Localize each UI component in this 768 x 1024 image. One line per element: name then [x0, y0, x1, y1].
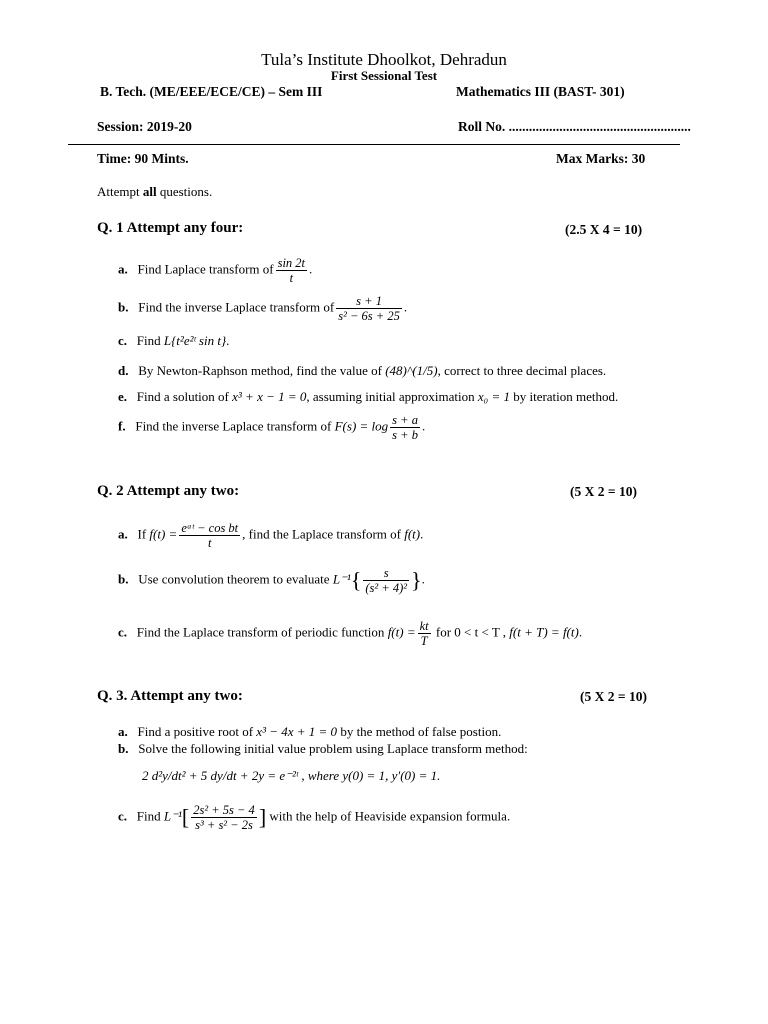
q2-a-letter: a.: [118, 526, 128, 542]
q2-a-pre: If: [137, 526, 147, 542]
q1-d-end: , correct to three decimal places.: [437, 363, 607, 378]
q1-e-text: Find a solution of: [136, 389, 229, 404]
instruction-emphasis: all: [142, 184, 157, 199]
q1-a-num: sin 2t: [277, 256, 306, 270]
q1-f-expr: F(s) = log: [334, 418, 389, 434]
q2-c-rel: f(t + T) = f(t): [509, 624, 579, 640]
q3-b-equation: [142, 768, 440, 784]
q1-f-letter: f.: [118, 418, 126, 434]
q1-e-letter: e.: [118, 389, 128, 404]
q3-a: [118, 724, 501, 740]
q2-a-den: t: [208, 536, 212, 550]
q1-a-text: Find Laplace transform of: [137, 261, 274, 277]
q2-b-brace-close: }: [411, 567, 422, 593]
subject-info: Mathematics III (BAST- 301): [456, 84, 625, 99]
q1-c-expr: L{t²e²ᵗ sin t}: [163, 333, 227, 348]
q2-title: Q. 2 Attempt any two:: [97, 483, 240, 499]
q2-a-num: eᵃᵗ − cos bt: [181, 521, 239, 535]
q2-b-brace-open: {: [350, 567, 362, 593]
q2-b: [118, 566, 425, 595]
q1-e-end: by iteration method.: [513, 389, 619, 404]
roll-number-field: Roll No. ......................................................: [458, 119, 691, 134]
q2-a-end: .: [420, 526, 424, 542]
q1-d: [118, 363, 606, 379]
time-info: Time: 90 Mints.: [97, 151, 189, 166]
q3-c-num: 2s² + 5s − 4: [193, 803, 255, 817]
q3-b-eq: 2 d²y/dt² + 5 dy/dt + 2y = e⁻²ᵗ: [142, 768, 299, 783]
q1-a-den: t: [289, 271, 294, 285]
divider-line: [68, 144, 680, 145]
q2-b-den: (s² + 4)²: [365, 581, 408, 595]
q2-marks: (5 X 2 = 10): [570, 484, 637, 499]
q2-c-cond: for 0 < t < T ,: [435, 624, 507, 640]
q3-c-end: with the help of Heaviside expansion formula.: [269, 808, 511, 824]
q1-d-expr: (48)^(1/5): [385, 363, 438, 378]
q1-c-letter: c.: [118, 333, 128, 348]
q1-marks: (2.5 X 4 = 10): [565, 222, 643, 237]
q3-b: [118, 741, 528, 757]
q3-c-bracket-open: [: [181, 804, 190, 830]
q2-c-fraction: [418, 619, 431, 648]
q2-b-op: L⁻¹: [332, 571, 351, 587]
q3-c-op: L⁻¹: [163, 808, 182, 824]
q1-f-fraction: [390, 413, 420, 442]
q1-d-letter: d.: [118, 363, 129, 378]
q1-e-expr: x³ + x − 1 = 0: [232, 389, 307, 404]
q1-a-fraction: [276, 256, 307, 285]
q1-d-text: By Newton-Raphson method, find the value of: [138, 363, 382, 378]
q3-c-den: s³ + s² − 2s: [195, 818, 253, 832]
q1-c: [118, 333, 229, 349]
q3-a-letter: a.: [118, 724, 128, 739]
q2-a-lhs: f(t) =: [149, 526, 178, 542]
q1-f: [118, 413, 425, 442]
q1-b-text: Find the inverse Laplace transform of: [138, 299, 335, 315]
q2-a: [118, 521, 423, 550]
q3-title: Q. 3. Attempt any two:: [97, 688, 243, 704]
q1-e-mid: , assuming initial approximation: [306, 389, 475, 404]
q2-c: [118, 619, 582, 648]
test-name: First Sessional Test: [330, 68, 438, 83]
q2-c-text: Find the Laplace transform of periodic function: [136, 624, 385, 640]
q1-f-den: s + b: [392, 428, 418, 442]
instruction-text-end: questions.: [156, 184, 213, 199]
q1-b: [118, 294, 407, 323]
instruction-text: Attempt: [97, 184, 143, 199]
q2-b-end: .: [421, 571, 425, 587]
q3-c-bracket-close: ]: [258, 804, 267, 830]
q2-c-letter: c.: [118, 624, 128, 640]
q3-b-text: Solve the following initial value problem using Laplace transform method:: [138, 741, 528, 756]
q1-b-letter: b.: [118, 299, 129, 315]
q2-b-letter: b.: [118, 571, 129, 587]
q1-b-num: s + 1: [336, 294, 402, 309]
course-info: B. Tech. (ME/EEE/ECE/CE) – Sem III: [100, 84, 323, 99]
q3-c-letter: c.: [118, 808, 128, 824]
q1-title: Q. 1 Attempt any four:: [97, 220, 244, 236]
q2-b-fraction: [363, 566, 409, 595]
q2-a-text: , find the Laplace transform of: [242, 526, 401, 542]
q1-b-fraction: [336, 294, 402, 323]
q1-f-text: Find the inverse Laplace transform of: [135, 418, 332, 434]
q2-c-num: kt: [419, 619, 429, 633]
q1-f-num: s + a: [392, 413, 418, 427]
q3-a-expr: x³ − 4x + 1 = 0: [256, 724, 338, 739]
max-marks-info: Max Marks: 30: [556, 151, 646, 166]
q1-c-text: Find: [136, 333, 161, 348]
q3-c-text: Find: [136, 808, 161, 824]
q1-b-den: s² − 6s + 25: [338, 309, 400, 323]
q2-b-num: s: [363, 566, 409, 581]
q1-c-end: .: [226, 333, 230, 348]
q3-b-letter: b.: [118, 741, 129, 756]
q1-e-expr2: x₀ = 1: [477, 389, 510, 404]
q3-a-text: Find a positive root of: [137, 724, 254, 739]
q2-c-lhs: f(t) =: [387, 624, 416, 640]
q2-c-end: .: [578, 624, 583, 640]
q3-c-fraction: [191, 803, 257, 832]
q1-a-letter: a.: [118, 261, 128, 277]
q2-a-fraction: [179, 521, 240, 550]
q1-e: [118, 389, 618, 405]
q1-b-end: .: [403, 299, 408, 315]
q1-a-end: .: [309, 261, 313, 277]
q3-a-end: by the method of false postion.: [340, 724, 502, 739]
q2-a-expr: f(t): [404, 526, 421, 542]
q2-b-text: Use convolution theorem to evaluate: [138, 571, 330, 587]
instructions: [97, 184, 212, 200]
institute-name: Tula’s Institute Dhoolkot, Dehradun: [261, 50, 507, 69]
session-info: Session: 2019-20: [97, 119, 192, 134]
q3-c: [118, 803, 510, 832]
q3-b-cond: , where y(0) = 1, y′(0) = 1.: [301, 768, 441, 783]
q1-a: [118, 256, 312, 285]
q1-f-end: .: [421, 418, 426, 434]
q3-marks: (5 X 2 = 10): [580, 689, 647, 704]
q2-c-den: T: [420, 634, 428, 648]
